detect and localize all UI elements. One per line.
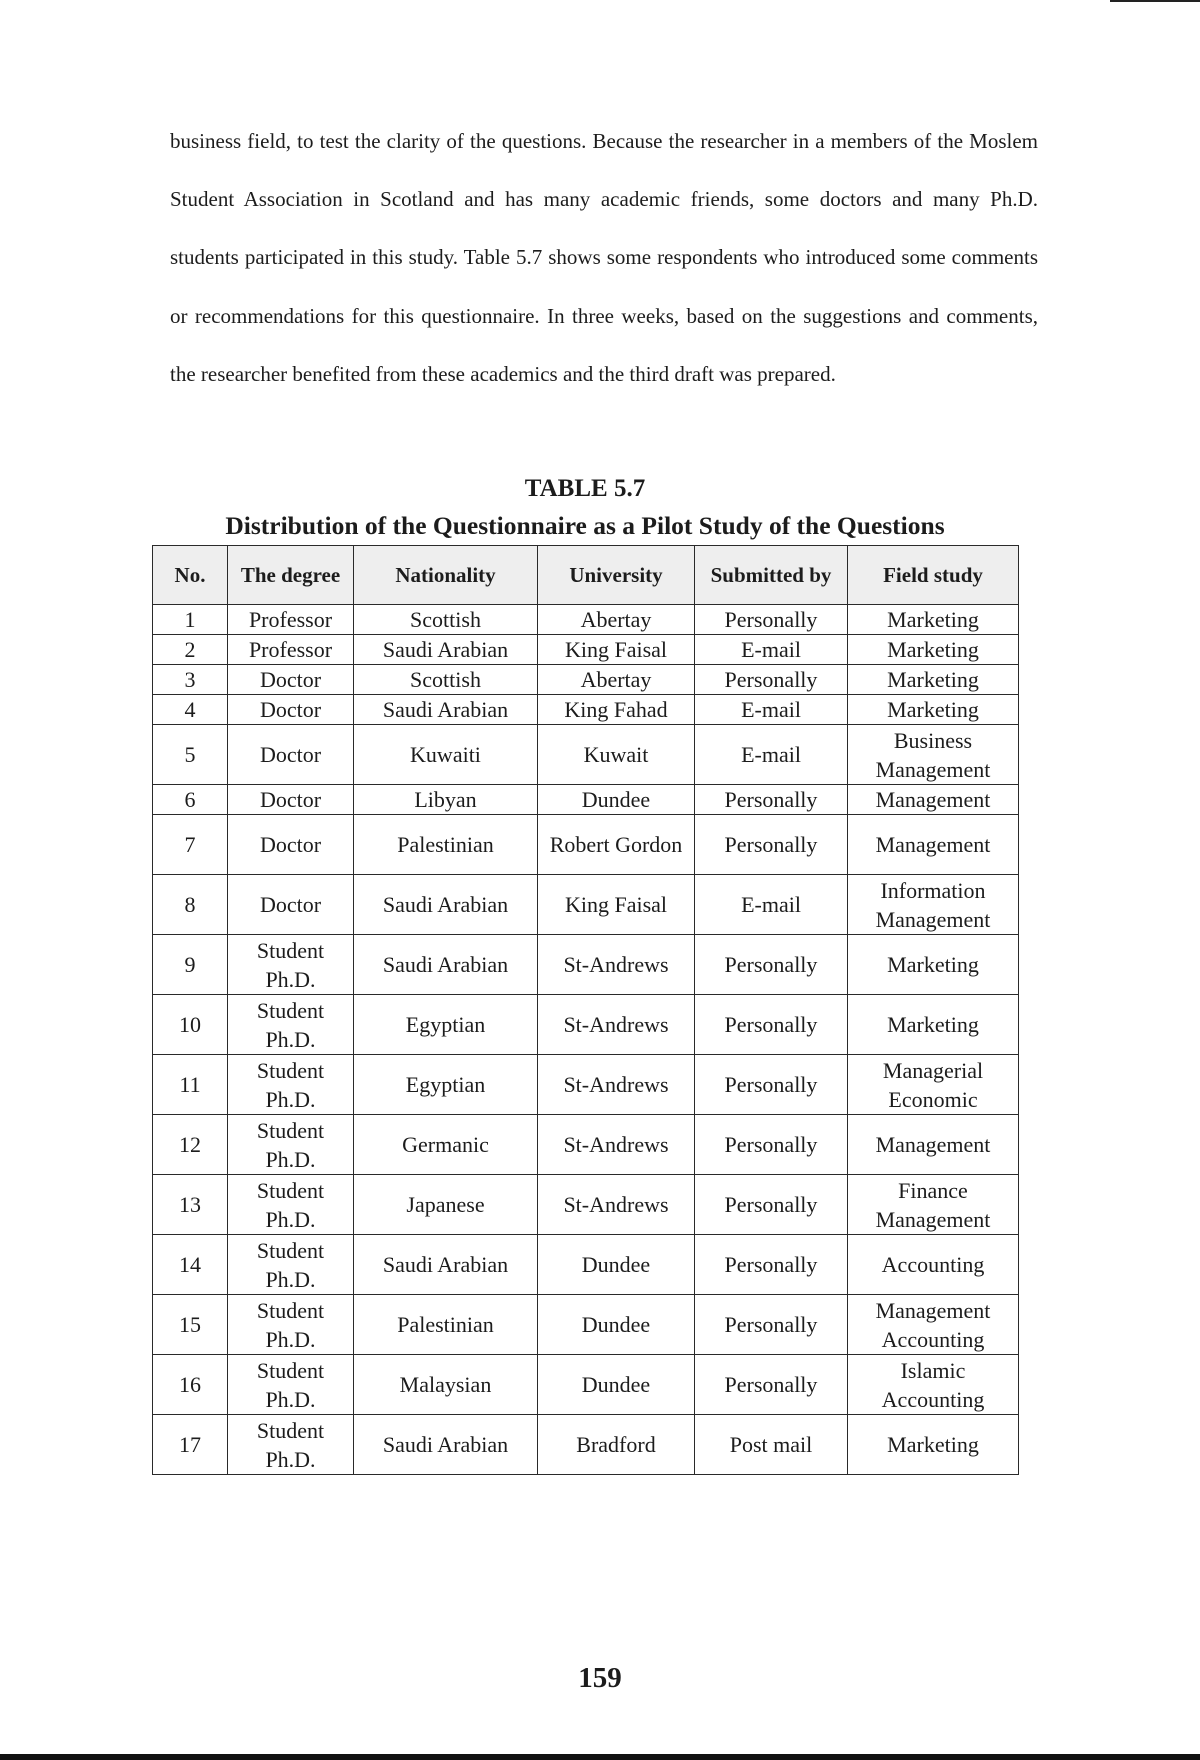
cell-university: St-Andrews [538,1055,695,1115]
cell-university: King Faisal [538,635,695,665]
table-row [153,815,1019,875]
cell-no: 11 [153,1055,228,1115]
cell-university: King Fahad [538,695,695,725]
table-row [153,1235,1019,1295]
cell-university: Abertay [538,605,695,635]
cell-degree: Professor [228,605,354,635]
cell-nationality: Japanese [354,1175,538,1235]
cell-submitted-by: Personally [695,665,848,695]
header-degree: The degree [228,546,354,605]
cell-nationality: Egyptian [354,1055,538,1115]
cell-university: Dundee [538,1355,695,1415]
cell-field-study: Information Management [848,875,1019,935]
cell-field-study: Marketing [848,695,1019,725]
cell-no: 10 [153,995,228,1055]
cell-university: St-Andrews [538,1115,695,1175]
table-row [153,1055,1019,1115]
body-paragraph: business field, to test the clarity of the questions. Because the researcher in a members of the Moslem Student Association in Scotland and has many academic friends, some doctors and many Ph.D. students participated in this study. Table 5.7 shows some respondents who introduced some comments or recommendations for this questionnaire. In three weeks, based on the suggestions and comments, the researcher benefited from these academics and the third draft was prepared. [170,129,1038,386]
cell-degree: Doctor [228,785,354,815]
cell-field-study: Marketing [848,1415,1019,1475]
cell-degree: Student Ph.D. [228,1415,354,1475]
cell-no: 9 [153,935,228,995]
cell-nationality: Saudi Arabian [354,935,538,995]
table-row [153,935,1019,995]
pilot-study-table [152,545,1019,1475]
header-nationality: Nationality [354,546,538,605]
cell-university: King Faisal [538,875,695,935]
cell-field-study: Accounting [848,1235,1019,1295]
cell-degree: Student Ph.D. [228,1235,354,1295]
table-row [153,1115,1019,1175]
cell-nationality: Saudi Arabian [354,635,538,665]
cell-university: Dundee [538,1295,695,1355]
table-row [153,995,1019,1055]
cell-submitted-by: Personally [695,1115,848,1175]
cell-degree: Doctor [228,815,354,875]
cell-no: 8 [153,875,228,935]
cell-submitted-by: Personally [695,1175,848,1235]
table-row [153,635,1019,665]
cell-degree: Doctor [228,725,354,785]
cell-nationality: Palestinian [354,1295,538,1355]
page-number: 159 [578,1662,622,1694]
cell-degree: Doctor [228,875,354,935]
cell-field-study: Islamic Accounting [848,1355,1019,1415]
cell-no: 17 [153,1415,228,1475]
cell-university: Abertay [538,665,695,695]
cell-nationality: Germanic [354,1115,538,1175]
cell-university: Kuwait [538,725,695,785]
table-row [153,695,1019,725]
cell-no: 4 [153,695,228,725]
header-submitted-by: Submitted by [695,546,848,605]
cell-submitted-by: Personally [695,1355,848,1415]
table-row [153,875,1019,935]
cell-field-study: Management [848,785,1019,815]
cell-no: 7 [153,815,228,875]
cell-degree: Student Ph.D. [228,1055,354,1115]
header-field-study: Field study [848,546,1019,605]
cell-field-study: Business Management [848,725,1019,785]
header-no: No. [153,546,228,605]
table-row [153,725,1019,785]
table-title: TABLE 5.7 [524,475,646,502]
cell-degree: Student Ph.D. [228,1355,354,1415]
cell-nationality: Kuwaiti [354,725,538,785]
cell-nationality: Scottish [354,665,538,695]
cell-university: St-Andrews [538,935,695,995]
cell-no: 3 [153,665,228,695]
table-row [153,665,1019,695]
cell-degree: Doctor [228,665,354,695]
cell-field-study: Finance Management [848,1175,1019,1235]
cell-field-study: Management [848,815,1019,875]
cell-nationality: Scottish [354,605,538,635]
cell-no: 16 [153,1355,228,1415]
header-university: University [538,546,695,605]
cell-field-study: Marketing [848,605,1019,635]
cell-submitted-by: Personally [695,605,848,635]
cell-submitted-by: Personally [695,995,848,1055]
cell-university: St-Andrews [538,995,695,1055]
cell-no: 14 [153,1235,228,1295]
table-row [153,1415,1019,1475]
cell-degree: Student Ph.D. [228,1295,354,1355]
table-row [153,1295,1019,1355]
cell-submitted-by: Personally [695,935,848,995]
cell-field-study: Marketing [848,635,1019,665]
cell-submitted-by: Personally [695,785,848,815]
cell-submitted-by: Post mail [695,1415,848,1475]
cell-degree: Doctor [228,695,354,725]
cell-field-study: Marketing [848,665,1019,695]
table-row [153,605,1019,635]
bottom-edge-rule [0,1754,1200,1760]
table-row [153,1175,1019,1235]
cell-nationality: Saudi Arabian [354,1235,538,1295]
cell-university: St-Andrews [538,1175,695,1235]
cell-submitted-by: Personally [695,815,848,875]
cell-nationality: Egyptian [354,995,538,1055]
table-row [153,785,1019,815]
cell-no: 2 [153,635,228,665]
cell-university: Dundee [538,1235,695,1295]
cell-no: 5 [153,725,228,785]
cell-submitted-by: E-mail [695,875,848,935]
cell-university: Robert Gordon [538,815,695,875]
cell-submitted-by: E-mail [695,725,848,785]
cell-nationality: Libyan [354,785,538,815]
cell-university: Bradford [538,1415,695,1475]
cell-nationality: Saudi Arabian [354,875,538,935]
cell-degree: Student Ph.D. [228,1115,354,1175]
cell-nationality: Saudi Arabian [354,695,538,725]
cell-degree: Professor [228,635,354,665]
cell-no: 13 [153,1175,228,1235]
cell-nationality: Saudi Arabian [354,1415,538,1475]
cell-field-study: Management Accounting [848,1295,1019,1355]
cell-university: Dundee [538,785,695,815]
cell-submitted-by: Personally [695,1055,848,1115]
cell-no: 1 [153,605,228,635]
cell-submitted-by: E-mail [695,635,848,665]
cell-field-study: Managerial Economic [848,1055,1019,1115]
cell-nationality: Palestinian [354,815,538,875]
cell-no: 15 [153,1295,228,1355]
table-row [153,1355,1019,1415]
cell-submitted-by: Personally [695,1295,848,1355]
table-header-row [153,546,1019,605]
cell-field-study: Marketing [848,935,1019,995]
cell-field-study: Management [848,1115,1019,1175]
cell-no: 6 [153,785,228,815]
table-caption: Distribution of the Questionnaire as a Pilot Study of the Questions [225,511,945,540]
cell-degree: Student Ph.D. [228,1175,354,1235]
top-edge-rule [1110,0,1200,2]
cell-degree: Student Ph.D. [228,935,354,995]
cell-degree: Student Ph.D. [228,995,354,1055]
cell-no: 12 [153,1115,228,1175]
cell-field-study: Marketing [848,995,1019,1055]
cell-nationality: Malaysian [354,1355,538,1415]
cell-submitted-by: E-mail [695,695,848,725]
cell-submitted-by: Personally [695,1235,848,1295]
